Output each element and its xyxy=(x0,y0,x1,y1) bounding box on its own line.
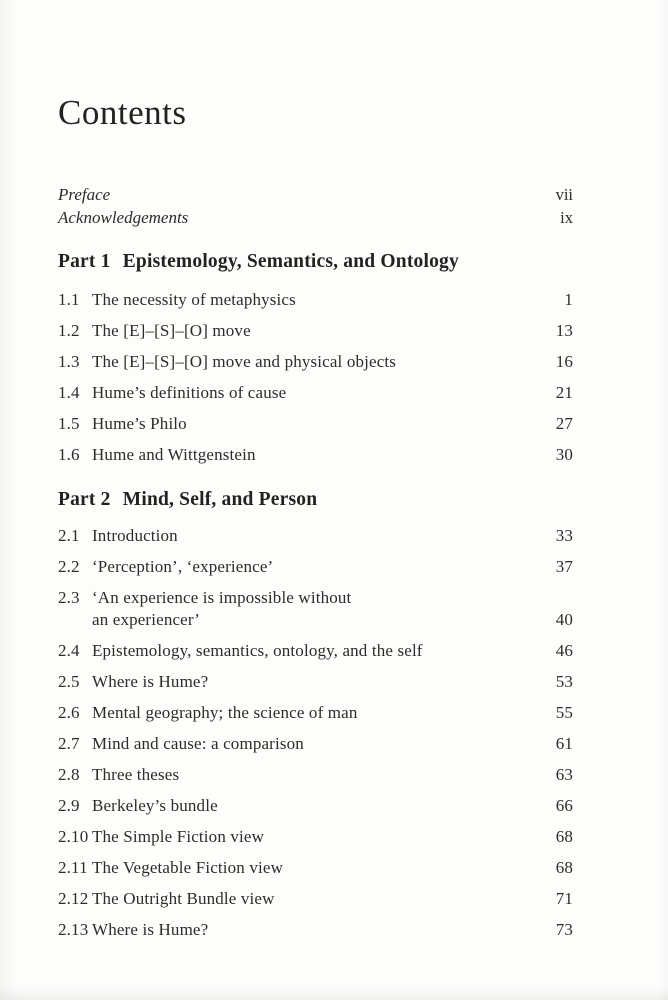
entry-title xyxy=(92,919,556,940)
entry-title xyxy=(92,702,556,723)
page-title: Contents xyxy=(58,93,187,132)
entry-page-number: 30 xyxy=(555,445,573,464)
entry-title xyxy=(92,413,556,434)
toc-entry xyxy=(58,702,573,723)
entry-title-line: The Simple Fiction view xyxy=(92,827,265,846)
toc-entry xyxy=(58,795,573,816)
front-matter-page-number: vii xyxy=(555,185,573,204)
entry-title xyxy=(92,289,564,310)
toc-entry xyxy=(58,320,573,341)
toc-entry xyxy=(58,413,573,434)
entry-page-number: 53 xyxy=(555,672,573,691)
entry-title xyxy=(92,444,556,465)
toc-entry xyxy=(58,826,573,847)
entry-number: 1.3 xyxy=(58,352,80,371)
part-entries xyxy=(58,525,573,940)
entry-page-number: 55 xyxy=(555,703,573,722)
entry-number: 2.8 xyxy=(58,765,80,784)
entry-page-number: 1 xyxy=(564,290,573,309)
part-label: Part 1 xyxy=(58,251,111,272)
entry-title xyxy=(92,382,556,403)
entry-page-number: 63 xyxy=(555,765,573,784)
entry-number: 2.6 xyxy=(58,703,80,722)
entry-title xyxy=(92,888,556,909)
front-matter-label: Acknowledgements xyxy=(58,208,189,227)
entry-number: 2.11 xyxy=(58,858,88,877)
entry-page-number: 68 xyxy=(555,858,573,877)
entry-title-line: Mental geography; the science of man xyxy=(92,703,358,722)
entry-title xyxy=(92,671,556,692)
entry-title-line: Mind and cause: a comparison xyxy=(92,734,304,753)
entry-title xyxy=(92,795,556,816)
entry-number: 2.13 xyxy=(58,920,89,939)
toc-entry xyxy=(58,888,573,909)
entry-title-line: Hume and Wittgenstein xyxy=(92,445,256,464)
part-title: Epistemology, Semantics, and Ontology xyxy=(122,251,459,272)
entry-title-line: Where is Hume? xyxy=(92,920,209,939)
toc-entry xyxy=(58,733,573,754)
part-section xyxy=(58,488,573,940)
entry-number: 1.4 xyxy=(58,383,80,402)
entry-number: 2.5 xyxy=(58,672,80,691)
entry-page-number: 16 xyxy=(555,352,573,371)
front-matter-list xyxy=(58,183,573,229)
entry-title-line: Hume’s Philo xyxy=(92,414,187,433)
part-heading xyxy=(58,250,573,274)
toc-entry xyxy=(58,289,573,310)
entry-page-number: 66 xyxy=(555,796,573,815)
entry-title-line: The Outright Bundle view xyxy=(92,889,275,908)
toc-entry xyxy=(58,444,573,465)
entry-page-number: 21 xyxy=(555,383,573,402)
entry-number: 2.1 xyxy=(58,526,80,545)
entry-title xyxy=(92,826,556,847)
entry-title-line: The [E]–[S]–[O] move xyxy=(92,321,251,340)
toc-entry xyxy=(58,525,573,546)
entry-title xyxy=(92,556,556,577)
entry-title-line: The Vegetable Fiction view xyxy=(92,858,284,877)
part-section xyxy=(58,250,573,465)
entry-page-number: 71 xyxy=(555,889,573,908)
entry-number: 2.10 xyxy=(58,827,89,846)
entry-page-number: 68 xyxy=(555,827,573,846)
front-matter-label: Preface xyxy=(58,185,111,204)
entry-title-line: Hume’s definitions of cause xyxy=(92,383,287,402)
entry-page-number: 37 xyxy=(555,557,573,576)
entry-number: 1.1 xyxy=(58,290,80,309)
entry-title-line: The [E]–[S]–[O] move and physical objects xyxy=(92,352,397,371)
toc-entry xyxy=(58,857,573,878)
entry-title-line: The necessity of metaphysics xyxy=(92,290,296,309)
entry-title-line: Where is Hume? xyxy=(92,672,209,691)
entry-page-number: 33 xyxy=(555,526,573,545)
entry-number: 2.7 xyxy=(58,734,80,753)
part-heading xyxy=(58,488,573,512)
entry-number: 1.5 xyxy=(58,414,80,433)
entry-title xyxy=(92,351,556,372)
part-label: Part 2 xyxy=(58,489,111,510)
entry-number: 2.12 xyxy=(58,889,89,908)
entry-title-line: Berkeley’s bundle xyxy=(92,796,218,815)
entry-page-number: 27 xyxy=(555,414,573,433)
entry-title xyxy=(92,320,556,341)
entry-title xyxy=(92,640,556,661)
entry-title xyxy=(92,764,556,785)
entry-title xyxy=(92,587,556,630)
entry-title-line: Epistemology, semantics, ontology, and the self xyxy=(92,641,423,660)
entry-number: 2.9 xyxy=(58,796,80,815)
entry-title-line: Three theses xyxy=(92,765,180,784)
entry-page-number: 13 xyxy=(555,321,573,340)
part-title: Mind, Self, and Person xyxy=(122,489,318,510)
entry-page-number: 73 xyxy=(555,920,573,939)
toc-entry xyxy=(58,556,573,577)
entry-number: 1.2 xyxy=(58,321,80,340)
entry-number: 2.4 xyxy=(58,641,80,660)
entry-title-line: ‘Perception’, ‘experience’ xyxy=(92,557,274,576)
entry-page-number: 40 xyxy=(555,610,573,629)
entry-title xyxy=(92,857,556,878)
front-matter-page-number: ix xyxy=(560,208,573,227)
front-matter-entry xyxy=(58,183,573,206)
entry-number: 1.6 xyxy=(58,445,80,464)
toc-entry xyxy=(58,382,573,403)
entry-title xyxy=(92,525,556,546)
front-matter-entry xyxy=(58,206,573,229)
toc-entry xyxy=(58,587,573,630)
entry-number: 2.3 xyxy=(58,588,80,607)
entry-title xyxy=(92,733,556,754)
parts-container xyxy=(58,250,573,940)
entry-number: 2.2 xyxy=(58,557,80,576)
toc-entry xyxy=(58,919,573,940)
toc-entry xyxy=(58,640,573,661)
toc-entry xyxy=(58,351,573,372)
part-entries xyxy=(58,289,573,465)
toc-entry xyxy=(58,671,573,692)
entry-title-line: ‘An experience is impossible without xyxy=(92,588,352,607)
entry-title-line: Introduction xyxy=(92,526,178,545)
entry-title-line: an experiencer’ xyxy=(92,610,201,629)
toc-entry xyxy=(58,764,573,785)
entry-page-number: 61 xyxy=(555,734,573,753)
entry-page-number: 46 xyxy=(555,641,573,660)
